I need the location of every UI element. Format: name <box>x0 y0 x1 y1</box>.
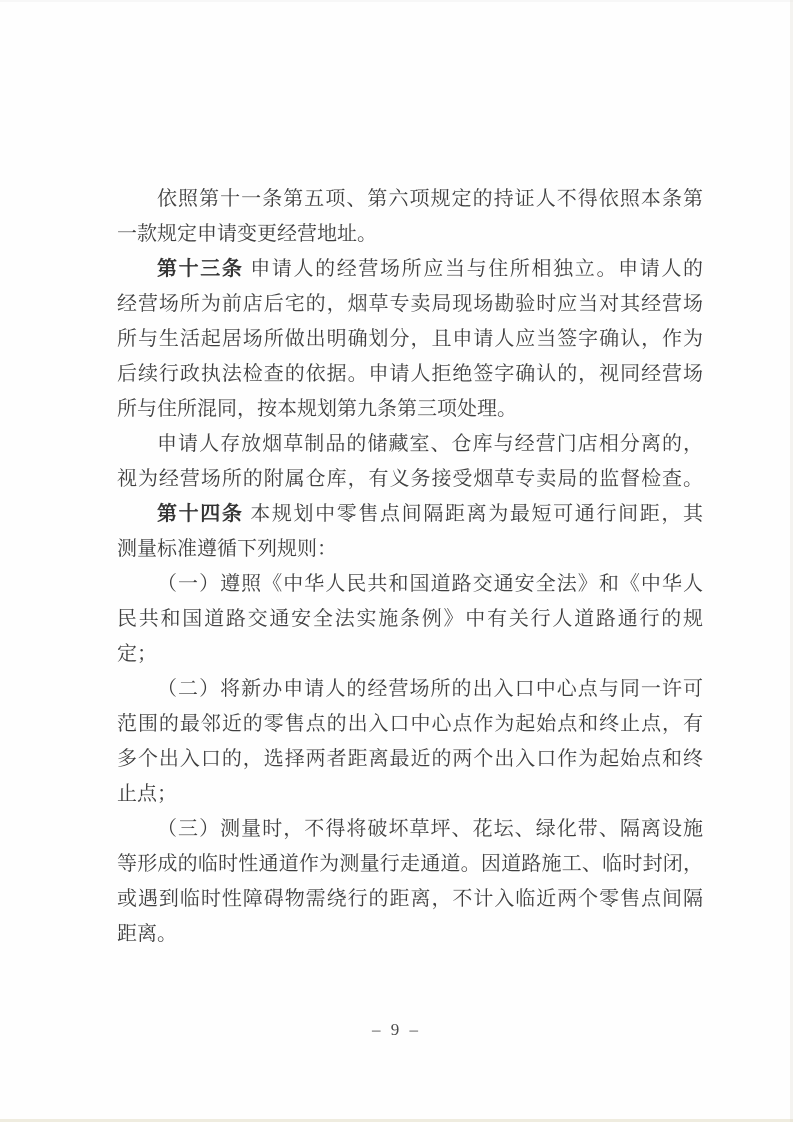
text-run: 本规划中零售点间隔距离为最短可通行间距，其 <box>243 503 704 525</box>
text-run: 或遇到临时性障碍物需绕行的距离，不计入临近两个零售点间隔 <box>117 888 703 910</box>
text-run: 申请人的经营场所应当与住所相独立。申请人的 <box>243 258 704 280</box>
document-line <box>117 532 703 567</box>
document-line <box>117 497 703 532</box>
text-run: 申请人存放烟草制品的储藏室、仓库与经营门店相分离的， <box>157 433 703 455</box>
document-line <box>117 182 703 217</box>
document-line <box>117 357 703 392</box>
document-line <box>117 392 703 427</box>
document-body <box>117 182 703 952</box>
text-run: 多个出入口的，选择两者距离最近的两个出入口作为起始点和终 <box>117 748 703 770</box>
text-run: （一）遵照《中华人民共和国道路交通安全法》和《中华人 <box>157 573 703 595</box>
text-run: 等形成的临时性通道作为测量行走通道。因道路施工、临时封闭， <box>117 853 703 875</box>
document-line <box>117 917 703 952</box>
text-run: （二）将新办申请人的经营场所的出入口中心点与同一许可 <box>157 678 703 700</box>
page-number: – 9 – <box>372 1020 421 1039</box>
document-line <box>117 567 703 602</box>
text-run: （三）测量时，不得将破坏草坪、花坛、绿化带、隔离设施 <box>157 818 703 840</box>
text-run: 一款规定申请变更经营地址。 <box>117 223 377 245</box>
text-run: 范围的最邻近的零售点的出入口中心点作为起始点和终止点，有 <box>117 713 703 735</box>
document-line <box>117 252 703 287</box>
document-line <box>117 462 703 497</box>
text-run: 后续行政执法检查的依据。申请人拒绝签字确认的，视同经营场 <box>117 363 703 385</box>
document-line <box>117 217 703 252</box>
text-run: 经营场所为前店后宅的，烟草专卖局现场勘验时应当对其经营场 <box>117 293 703 315</box>
document-line <box>117 322 703 357</box>
document-line <box>117 882 703 917</box>
document-line <box>117 777 703 812</box>
document-line <box>117 847 703 882</box>
text-run: 所与生活起居场所做出明确划分，且申请人应当签字确认，作为 <box>117 328 703 350</box>
document-line <box>117 812 703 847</box>
text-run: 民共和国道路交通安全法实施条例》中有关行人道路通行的规 <box>117 608 703 630</box>
text-run: 定； <box>117 643 157 665</box>
article-number-heading: 第十四条 <box>157 503 244 525</box>
document-line <box>117 637 703 672</box>
document-line <box>117 707 703 742</box>
text-run: 距离。 <box>117 923 177 945</box>
text-run: 止点； <box>117 783 177 805</box>
text-run: 所与住所混同，按本规划第九条第三项处理。 <box>117 398 517 420</box>
document-line <box>117 672 703 707</box>
document-line <box>117 742 703 777</box>
text-run: 依照第十一条第五项、第六项规定的持证人不得依照本条第 <box>157 188 703 210</box>
text-run: 测量标准遵循下列规则： <box>117 538 337 560</box>
document-line <box>117 287 703 322</box>
document-line <box>117 427 703 462</box>
text-run: 视为经营场所的附属仓库，有义务接受烟草专卖局的监督检查。 <box>117 468 703 490</box>
document-line <box>117 602 703 637</box>
article-number-heading: 第十三条 <box>157 258 244 280</box>
